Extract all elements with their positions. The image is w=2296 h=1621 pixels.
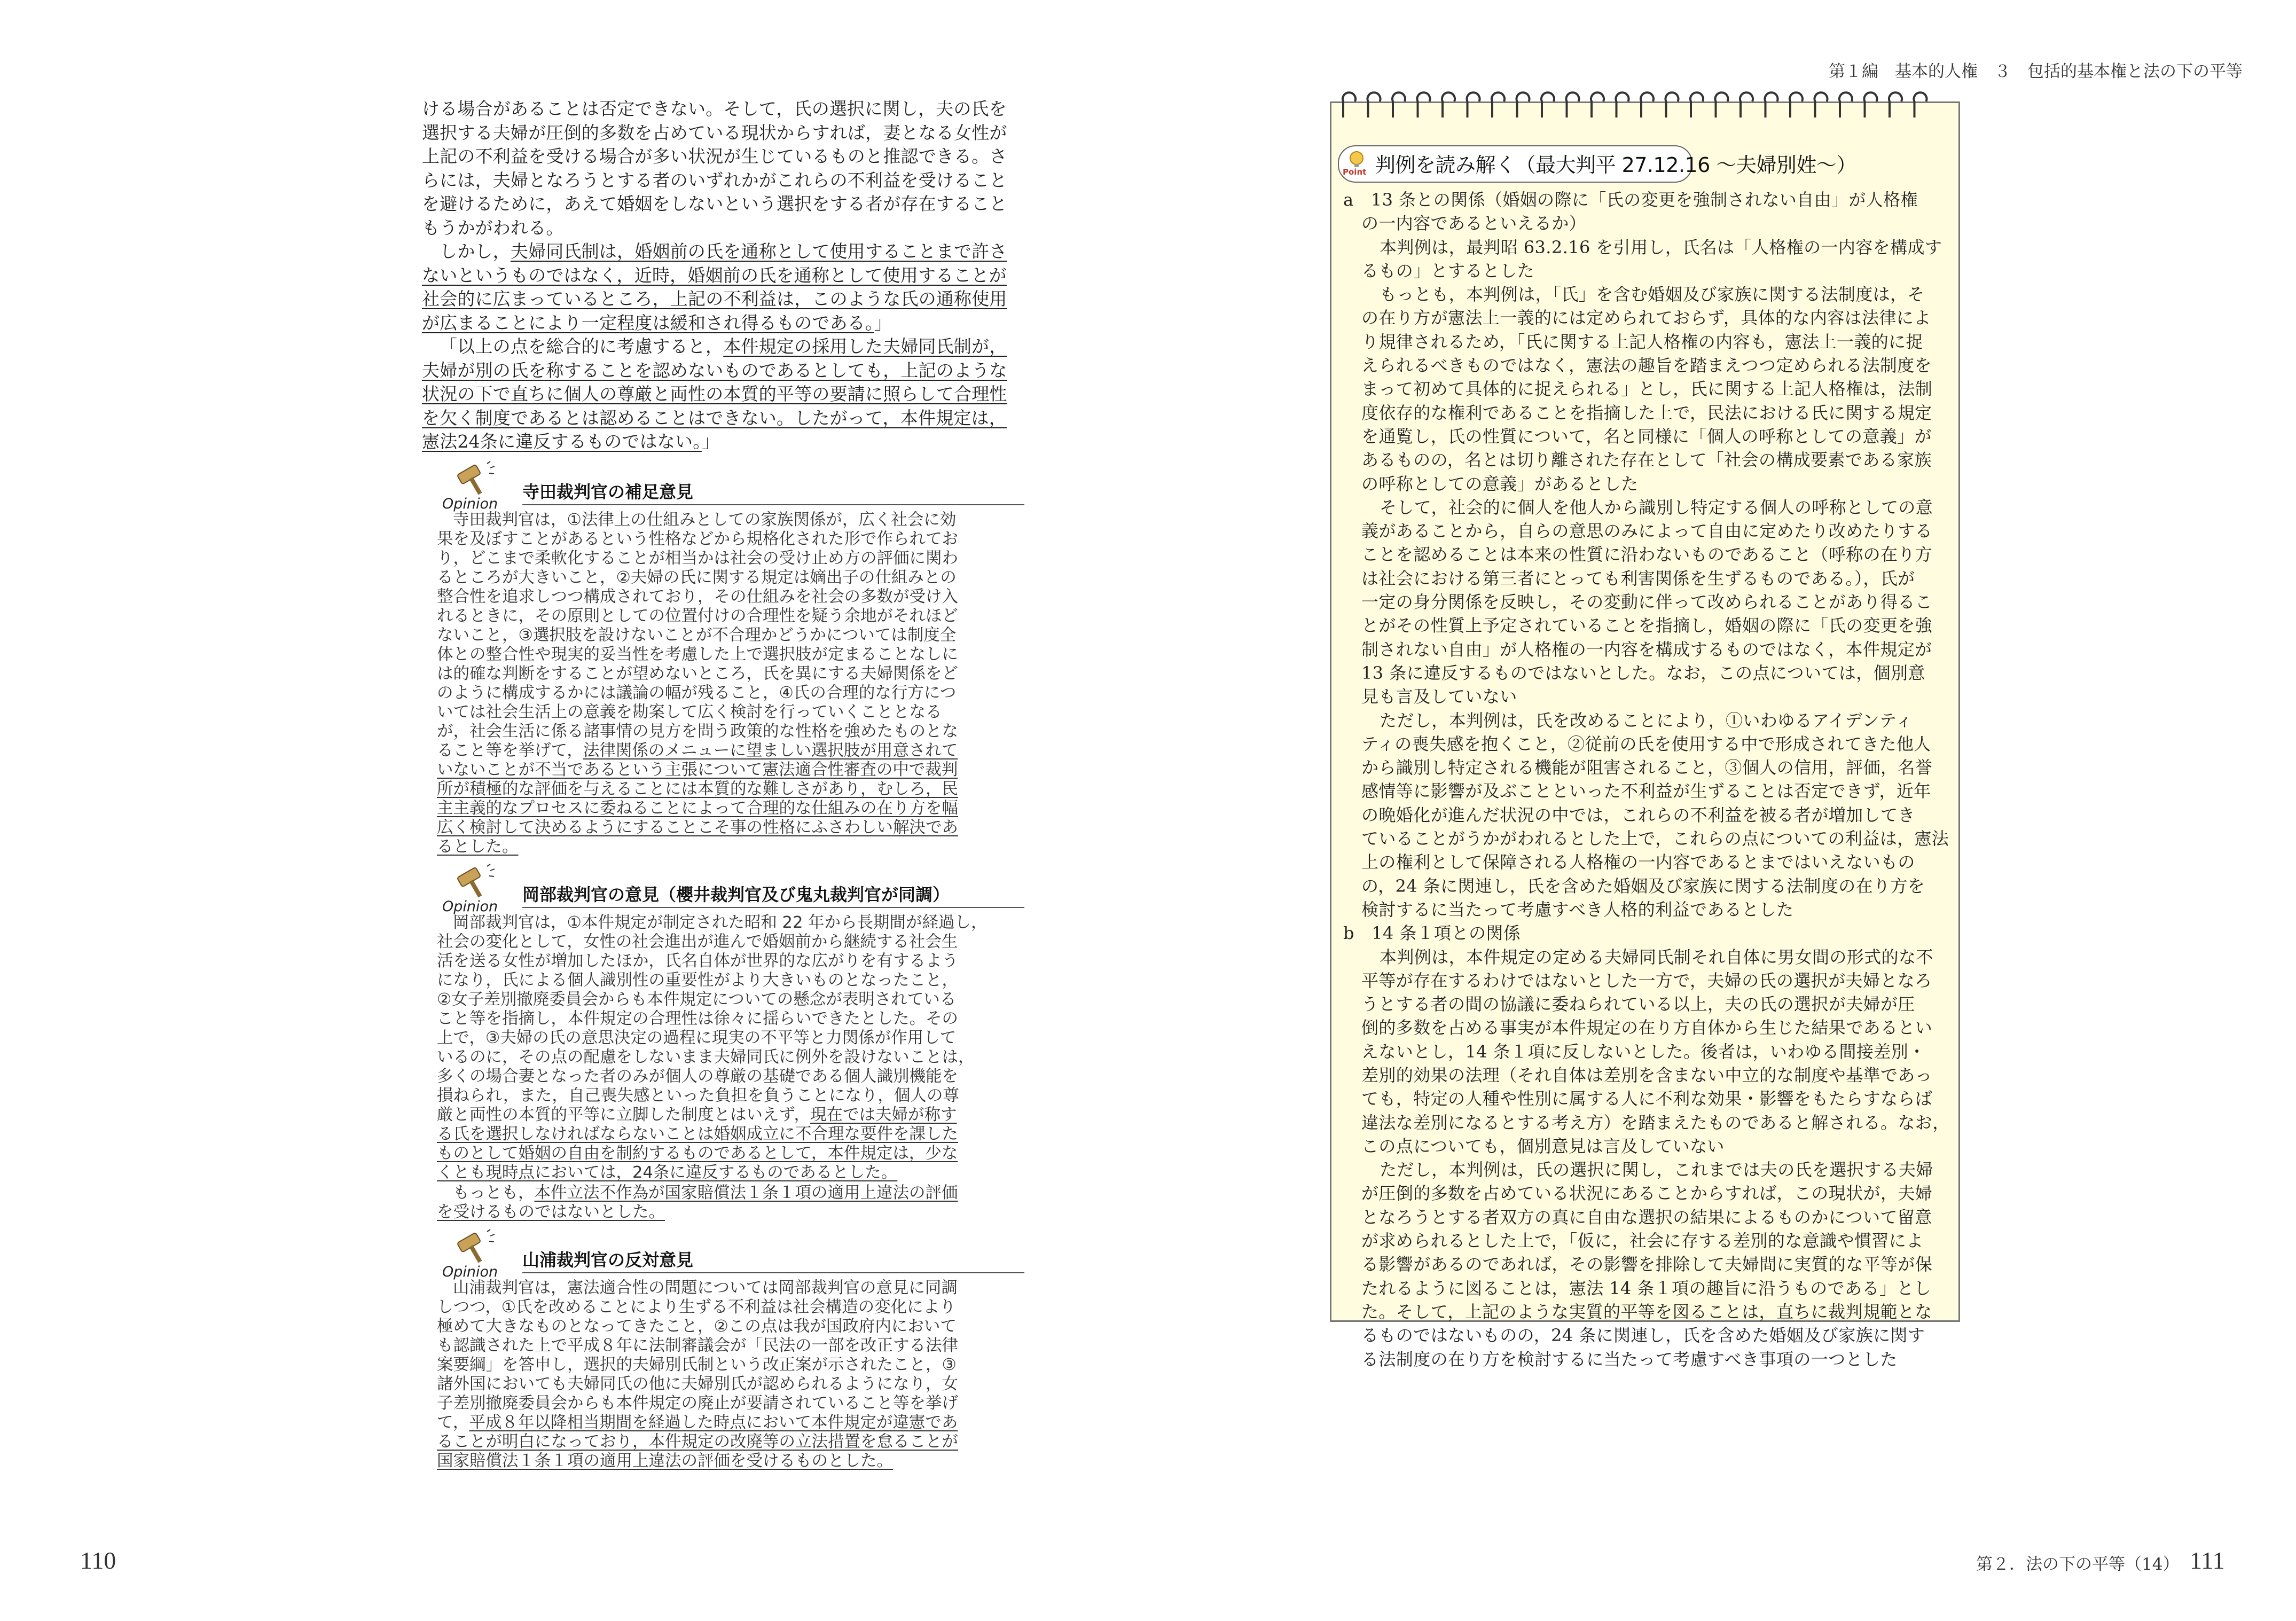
spiral-ring [1889,92,1902,118]
paragraph-3-lead: 「以上の点を総合的に考慮すると， [440,336,724,357]
opinion-body-text: 寺田裁判官は，①法律上の仕組みとしての家族関係が，広く社会に効 果を及ぼすことがあるという性格などから規格化された形で作られてお り，どこまで柔軟化することが相当かは社会の受け止め方の評価に関わ るところが大きいこと，②夫婦の氏に関する規定は嫡出子の仕組みとの 整合性を追求しつつ構成されており，その仕組みを社会の多数が受け入 れるときに，その原則としての位置付けの合理性を疑う余地がそれほど ないこと，③選択肢を設けないことが不合理かどうかについては制度全 体との整合性や現実的妥当性を考慮した上で選択肢が定まることなしに は的確な判断をすることが望めないところ，氏を異にする夫婦関係をど のように構成するかには議論の幅が残ること，④氏の合理的な行方につ いては社会生活上の意義を勘案して広く検討を行っていくこととなる が，社会生活に係る諸事情の見方を問う政策的な性格を強めたものとな ること等を挙げて， [437,510,958,760]
point-icon [1342,150,1372,176]
spiral-ring [1343,92,1355,118]
opinion-okabe [422,875,1025,1222]
opinion-body-underlined: 本件立法不作為が国家賠償法１条１項の適用上違法の評価 を受けるものではないとした。 [437,1183,958,1221]
spiral-ring [1715,92,1728,118]
opinion-body [437,1279,1024,1471]
opinion-label: Opinion [442,898,498,914]
point-label: Point [1343,167,1367,176]
page-number-right: 111 [2190,1547,2225,1574]
spiral-ring [1492,92,1504,118]
opinion-body [437,511,1024,857]
paragraph-2-underlined: 夫婦同氏制は，婚姻前の氏を通称として使用することまで許さ ないというものではなく，近時，婚姻前の氏を通称として使用することが 社会的に広まっているところ，上記の不利益は，このような氏の通称使用 が広まることにより一定程度は緩和され得るものである。 [422,241,1007,333]
notebook-title: 判例を読み解く（最大判平 27.12.16 〜夫婦別姓〜） [1375,153,1856,177]
opinion-terada [422,472,1025,857]
section-a-paragraph-2: もっとも，本判例は，「氏」を含む婚姻及び家族に関する法制度は，そ の在り方が憲法上一義的には定められておらず，具体的な内容は法律によ り規律されるため，「氏に関する上記人格権の内容も，憲法上一義的に捉 えられるべきものではなく，憲法の趣旨を踏まえつつ定められる法制度を まって初めて具体的に捉えられる」とし，氏に関する上記人格権は，法制 度依存的な権利であることを指摘した上で，民法における氏に関する規定 を通覧し，氏の性質について，名と同様に「個人の呼称としての意義」が あるものの，名とは切り離された存在として「社会の構成要素である家族 の呼称としての意義」があるとした [1361,284,1933,494]
spiral-ring [1765,92,1778,118]
spiral-ring [1417,92,1430,118]
divider [522,504,1024,505]
page-number-left: 110 [80,1547,116,1574]
spiral-ring [1815,92,1828,118]
opinion-body-text: 山浦裁判官は，憲法適合性の問題については岡部裁判官の意見に同調 しつつ，①氏を改めることにより生ずる不利益は社会構造の変化により 極めて大きなものとなってきたこと，②この点は我が国政府内において も認識された上で平成８年に法制審議会が「民法の一部を改正する法律 案要綱」を答申し，選択的夫婦別氏制という改正案が示されたこと，③ 諸外国においても夫婦同氏の他に夫婦別氏が認められるようになり，女 子差別撤廃委員会からも本件規定の廃止が要請されていること等を挙げ て， [437,1278,958,1432]
section-a-heading: a 13 条との関係（婚姻の際に「氏の変更を強制されない自由」が人格権 の一内容であるといえるか） [1343,190,1918,234]
section-a-paragraph-3: そして，社会的に個人を他人から識別し特定する個人の呼称としての意 義があることから，自らの意思のみによって自由に定めたり改めたりする ことを認めることは本来の性質に沿わないものであること（呼称の在り方 は社会における第三者にとっても利害関係を生ずるものである。），氏が 一定の身分関係を反映し，その変動に伴って改められることがあり得るこ とがその性質上予定されていることを指摘し，婚姻の際に「氏の変更を強 制されない自由」が人格権の一内容を構成するものではなく，本件規定が 13 条に違反するものではないとした。なお，この点については，個別意 見も言及していない [1361,497,1933,707]
opinion-label: Opinion [442,495,498,512]
opinion-label: Opinion [442,1263,498,1280]
opinion-body-underlined: 現在では夫婦が称す る氏を選択しなければならないことは婚姻成立に不合理な要件を課した ものとして婚姻の自由を制約するものであるとして，本件規定は，少な くとも現時点においては，24条に違反するものであるとした。 [437,1105,958,1182]
section-b-paragraph-2: ただし，本判例は，氏の選択に関し，これまでは夫の氏を選択する夫婦 が圧倒的多数を占めている状況にあることからすれば，この現状が，夫婦 となろうとする者双方の真に自由な選択の結果によるものかについて留意 が求められるとした上で，「仮に，社会に存する差別的な意識や慣習によ る影響があるのであれば，その影響を排除して夫婦間に実質的な平等が保 たれるように図ることは，憲法 14 条１項の趣旨に沿うものである」とし た。そして，上記のような実質的平等を図ることは，直ちに裁判規範とな るものではないものの，24 条に関連し，氏を含めた婚姻及び家族に関す る法制度の在り方を検討するに当たって考慮すべき事項の一つとした [1361,1160,1933,1369]
paragraph-2 [422,240,1025,335]
gavel-icon [441,1228,500,1280]
gavel-icon [441,863,500,914]
opinion-body-text: もっとも， [453,1183,535,1202]
notebook-text [1343,188,1952,1371]
opinion-header [437,472,1024,510]
paragraph-3 [422,335,1025,454]
divider [522,907,1024,908]
opinion-yamaura [422,1240,1025,1471]
opinion-body-2 [437,1184,1024,1222]
paragraph-2-close: 」 [874,312,892,333]
spiral-ring [1467,92,1480,118]
opinion-title: 山浦裁判官の反対意見 [522,1249,694,1270]
paragraph-3-close: 」 [701,431,720,452]
opinion-body [437,913,1024,1183]
paragraph-1: ける場合があることは否定できない。そして，氏の選択に関し，夫の氏を 選択する夫婦が圧倒的多数を占めている現状からすれば，妻となる女性が 上記の不利益を受ける場合が多い状況が生じているものと推認できる。さ らには，夫婦となろうとする者のいずれかがこれらの不利益を受けること を避けるために，あえて婚姻をしないという選択をする者が存在すること もうかがわれる。 [422,98,1007,238]
spiral-ring [1442,92,1455,118]
spiral-ring [1566,92,1579,118]
spiral-ring [1914,92,1927,118]
opinion-header [437,875,1024,912]
spiral-ring [1666,92,1679,118]
paragraph-3-underlined: 本件規定の採用した夫婦同氏制が， 夫婦が別の氏を称することを認めないものであるとしても，上記のような 状況の下で直ちに個人の尊厳と両性の本質的平等の要請に照らして合理性 を欠く制度であるとは認めることはできない。したがって，本件規定は， 憲法24条に違反するものではない。 [422,336,1007,452]
spiral-binding [1333,85,1963,128]
spiral-ring [1368,92,1381,118]
spiral-ring [1839,92,1852,118]
spiral-ring [1740,92,1753,118]
opinion-title: 寺田裁判官の補足意見 [522,481,694,502]
section-b-paragraph-1: 本判例は，本件規定の定める夫婦同氏制それ自体に男女間の形式的な不 平等が存在するわけではないとした一方で，夫婦の氏の選択が夫婦となろ うとする者の間の協議に委ねられている以上，夫の氏の選択が夫婦が圧 倒的多数を占める事実が本件規定の在り方自体から生じた結果であるとい えないとし，14 条１項に反しないとした。後者は，いわゆる間接差別・ 差別的効果の法理（それ自体は差別を含まない中立的な制度や基準であっ ても，特定の人種や性別に属する人に不利な効果・影響をもたらすならば 違法な差別になるとする考え方）を踏まえたものであると解される。なお， この点についても，個別意見は言及していない [1361,946,1950,1156]
section-a-paragraph-4: ただし，本判例は，氏を改めることにより，①いわゆるアイデンティ ティの喪失感を抱くこと，②従前の氏を使用する中で形成されてきた他人 から識別し特定される機能が阻害されること，③個人の信用，評価，名誉 感情等に影響が及ぶことといった不利益が生ずることは否定できず，近年 の晩婚化が進んだ状況の中では，これらの不利益を被る者が増加してき ていることがうかがわれるとした上で，これらの点についての利益は，憲法 上の権利として保障される人格権の一内容であるとまではいえないもの の，24 条に関連し，氏を含めた婚姻及び家族に関する法制度の在り方を 検討するに当たって考慮すべき人格的利益であるとした [1361,710,1949,920]
opinion-body-text: 岡部裁判官は，①本件規定が制定された昭和 22 年から長期間が経過し， 社会の変化として，女性の社会進出が進んで婚姻前から継続する社会生 活を送る女性が増加したほか，氏名自体が世界的な広がりを有するよう になり，氏による個人識別性の重要性がより大きいものとなったこと， ②女子差別撤廃委員会からも本件規定についての懸念が表明されている こと等を指摘し，本件規定の合理性は徐々に揺らいできたとした。その 上で，③夫婦の氏の意思決定の過程に現実の不平等と力関係が作用して いるのに，その点の配慮をしないまま夫婦同氏に例外を設けないことは， 多くの場合妻となった者のみが個人の尊厳の基礎である個人識別機能を 損ねられ，また，自己喪失感といった負担を負うことになり，個人の尊 厳と両性の本質的平等に立脚した制度とはいえず， [437,913,988,1124]
opinion-body-underlined: 法律関係のメニューに望ましい選択肢が用意されて いないことが不当であるという主張について憲法適合性審査の中で裁判 所が積極的な評価を与えることには本質的な難しさがあり，むしろ，民 主主義的なプロセスに委ねることによって合理的な仕組みの在り方を幅 広く検討して決めるようにすることこそ事の性格にふさわしい解決であ るとした。 [437,741,958,856]
section-b-heading: b 14 条１項との関係 [1343,923,1521,944]
gavel-icon [441,460,500,512]
spiral-ring [1541,92,1554,118]
chapter-footer: 第２．法の下の平等（14） [1976,1555,2180,1574]
spiral-ring [1864,92,1877,118]
opinion-title: 岡部裁判官の意見（櫻井裁判官及び鬼丸裁判官が同調） [522,884,950,905]
left-column [422,97,1025,1471]
spiral-ring [1641,92,1654,118]
spiral-ring [1790,92,1803,118]
section-a-paragraph-1: 本判例は，最判昭 63.2.16 を引用し，氏名は「人格権の一内容を構成す るもの」とするとした [1361,237,1942,281]
spiral-ring [1591,92,1604,118]
running-header: 第１編 基本的人権 ３ 包括的基本権と法の下の平等 [1829,62,2243,81]
spiral-ring [1392,92,1405,118]
opinion-body-underlined: 平成８年以降相当期間を経過した時点において本件規定が違憲であ ることが明白になっており，本件規定の改廃等の立法措置を怠ることが 国家賠償法１条１項の適用上違法の評価を受けるものとした。 [437,1413,958,1470]
opinion-header [437,1240,1024,1278]
paragraph-2-lead: しかし， [440,241,511,262]
divider [522,1272,1024,1273]
spiral-ring [1616,92,1629,118]
spiral-ring [1517,92,1530,118]
spiral-ring [1690,92,1703,118]
